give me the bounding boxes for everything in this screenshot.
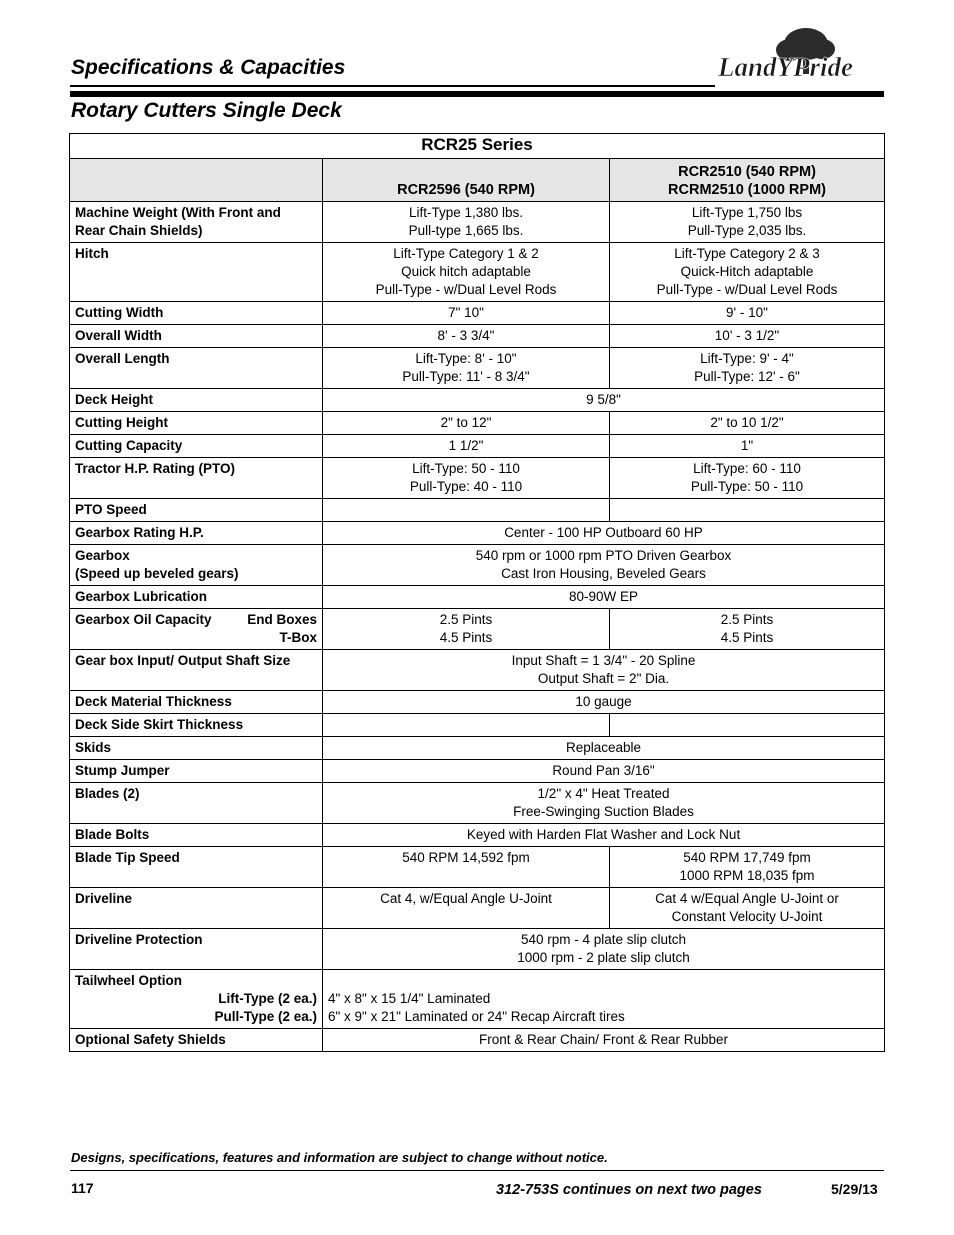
table-row [70, 202, 885, 243]
value-line: Lift-Type Category 2 & 3 [674, 246, 820, 261]
row-label-line: Tailwheel Option [75, 973, 183, 988]
table-row [70, 714, 885, 737]
value-cell [323, 824, 885, 847]
value-line: 2" to 12" [440, 415, 492, 430]
series-header-row [70, 134, 885, 159]
row-label [70, 737, 323, 760]
value-line: 540 rpm or 1000 rpm PTO Driven Gearbox [475, 548, 732, 563]
value-line: 10' - 3 1/2" [714, 328, 780, 343]
value-cell [323, 348, 610, 389]
row-label-line: Overall Length [75, 351, 170, 366]
row-label [70, 783, 323, 824]
disclaimer-note: Designs, specifications, features and information are subject to change without notice. [71, 1150, 608, 1165]
row-label-line: Gearbox Lubrication [75, 589, 208, 604]
value-cell [610, 202, 885, 243]
value-line [615, 716, 879, 734]
value-line: Output Shaft = 2" Dia. [537, 671, 670, 686]
table-row [70, 348, 885, 389]
value-cell [323, 691, 885, 714]
footer-rule [70, 1170, 884, 1171]
model-col-rcr2596 [323, 159, 610, 202]
value-cell [323, 1029, 885, 1052]
row-label-line: Gearbox Rating H.P. [75, 525, 204, 540]
value-line: 1/2" x 4" Heat Treated [537, 786, 670, 801]
row-label [70, 243, 323, 302]
value-line: 8' - 3 3/4" [437, 328, 495, 343]
value-line: Quick-Hitch adaptable [680, 264, 814, 279]
row-label [70, 545, 323, 586]
row-label-line: Blades (2) [75, 786, 140, 801]
table-row [70, 888, 885, 929]
value-cell [323, 760, 885, 783]
value-line: Constant Velocity U-Joint [671, 909, 823, 924]
value-cell [610, 325, 885, 348]
value-line [615, 501, 879, 519]
header-rule-thick [70, 91, 884, 97]
table-row [70, 691, 885, 714]
value-cell [610, 847, 885, 888]
header-blank-cell [70, 159, 323, 202]
value-cell [323, 522, 885, 545]
row-label [70, 714, 323, 737]
table-row [70, 1029, 885, 1052]
table-row [70, 545, 885, 586]
table-row [70, 389, 885, 412]
value-cell [323, 545, 885, 586]
value-line: Cat 4, w/Equal Angle U-Joint [380, 891, 552, 906]
value-cell [323, 325, 610, 348]
table-row [70, 325, 885, 348]
row-label-line: Rear Chain Shields) [75, 223, 203, 238]
value-line: Quick hitch adaptable [401, 264, 531, 279]
value-cell [323, 650, 885, 691]
row-label-line: Gearbox [75, 548, 130, 563]
series-title: RCR25 Series [70, 134, 885, 159]
value-cell [323, 302, 610, 325]
value-line: 1000 rpm - 2 plate slip clutch [517, 950, 690, 965]
table-row [70, 435, 885, 458]
value-line: 4.5 Pints [439, 630, 493, 645]
value-line: Lift-Type: 8' - 10" [415, 351, 517, 366]
continues-note: 312-753S continues on next two pages [496, 1182, 762, 1198]
model-header-row [70, 159, 885, 202]
row-label-line: Gearbox Oil Capacity [75, 612, 212, 627]
row-label-line: Blade Tip Speed [75, 850, 180, 865]
value-line: 1 1/2" [448, 438, 484, 453]
value-cell [610, 243, 885, 302]
value-line: 540 RPM 17,749 fpm [683, 850, 811, 865]
row-label [70, 824, 323, 847]
row-label [70, 760, 323, 783]
value-cell [323, 435, 610, 458]
value-cell [610, 609, 885, 650]
row-label-line: Cutting Capacity [75, 438, 183, 453]
value-cell [323, 243, 610, 302]
value-line: Pull-Type: 40 - 110 [409, 479, 523, 494]
value-line: Pull-Type - w/Dual Level Rods [656, 282, 838, 297]
row-label-line: Machine Weight (With Front and [75, 205, 281, 220]
row-label-line: Deck Side Skirt Thickness [75, 717, 244, 732]
row-sublabel: Pull-Type (2 ea.) [214, 1009, 317, 1024]
row-label [70, 389, 323, 412]
value-cell [610, 435, 885, 458]
value-cell [323, 586, 885, 609]
value-line: Pull-Type: 12' - 6" [694, 369, 800, 384]
value-line: Cat 4 w/Equal Angle U-Joint or [655, 891, 839, 906]
row-label [70, 609, 323, 650]
table-row [70, 243, 885, 302]
value-line: Pull-Type: 50 - 110 [690, 479, 804, 494]
row-label-line: Driveline Protection [75, 932, 203, 947]
value-line: 7" 10" [448, 305, 484, 320]
value-line: 9 5/8" [586, 392, 621, 407]
value-line: 2.5 Pints [720, 612, 774, 627]
value-line: Front & Rear Chain/ Front & Rear Rubber [478, 1032, 729, 1047]
value-line: 10 gauge [575, 694, 632, 709]
value-line: 540 RPM 14,592 fpm [402, 850, 530, 865]
value-cell [323, 202, 610, 243]
value-line: Free-Swinging Suction Blades [513, 804, 694, 819]
value-line: Lift-Type Category 1 & 2 [393, 246, 539, 261]
value-line [328, 716, 604, 734]
row-label [70, 202, 323, 243]
row-label [70, 499, 323, 522]
value-cell [610, 888, 885, 929]
value-cell [610, 714, 885, 737]
row-label [70, 348, 323, 389]
value-cell [323, 970, 885, 1029]
row-label [70, 302, 323, 325]
value-cell [323, 714, 610, 737]
spacer-line [328, 972, 879, 990]
table-row [70, 499, 885, 522]
col2-line1: RCR2510 (540 RPM) [678, 164, 816, 180]
value-line: 1" [740, 438, 754, 453]
value-cell [323, 499, 610, 522]
value-cell [323, 609, 610, 650]
value-line: 1000 RPM 18,035 fpm [679, 868, 815, 883]
value-cell [610, 302, 885, 325]
row-label-line: Tractor H.P. Rating (PTO) [75, 461, 236, 476]
value-line: 2.5 Pints [439, 612, 493, 627]
value-line: Pull-Type - w/Dual Level Rods [375, 282, 557, 297]
table-row [70, 586, 885, 609]
value-cell [610, 348, 885, 389]
row-label [70, 888, 323, 929]
value-line: Pull-Type 2,035 lbs. [687, 223, 807, 238]
section-title: Rotary Cutters Single Deck [71, 99, 342, 122]
row-label-line: Blade Bolts [75, 827, 150, 842]
revision-date: 5/29/13 [831, 1181, 878, 1197]
value-line: Keyed with Harden Flat Washer and Lock Nut [466, 827, 741, 842]
value-line: Pull-Type: 11' - 8 3/4" [402, 369, 530, 384]
row-label [70, 435, 323, 458]
table-row [70, 609, 885, 650]
col1-line2: RCR2596 (540 RPM) [397, 182, 535, 198]
row-label [70, 970, 323, 1029]
table-row [70, 302, 885, 325]
table-row [70, 650, 885, 691]
table-row [70, 824, 885, 847]
table-row [70, 929, 885, 970]
row-label [70, 412, 323, 435]
value-line: 6" x 9" x 21" Laminated or 24" Recap Aircraft tires [328, 1009, 625, 1024]
row-sublabel: End Boxes [247, 612, 317, 627]
value-cell [610, 499, 885, 522]
model-col-rcr2510 [610, 159, 885, 202]
value-line: Lift-Type 1,380 lbs. [408, 205, 524, 220]
value-cell [323, 458, 610, 499]
row-label [70, 522, 323, 545]
row-label [70, 929, 323, 970]
value-cell [323, 783, 885, 824]
row-label [70, 1029, 323, 1052]
row-label-line: PTO Speed [75, 502, 147, 517]
row-label-line: Driveline [75, 891, 133, 906]
value-line: 80-90W EP [568, 589, 639, 604]
row-label-line: Optional Safety Shields [75, 1032, 226, 1047]
value-line: Pull-type 1,665 lbs. [408, 223, 524, 238]
value-line: 4" x 8" x 15 1/4" Laminated [328, 991, 491, 1006]
value-cell [323, 389, 885, 412]
table-row [70, 458, 885, 499]
value-line: 2" to 10 1/2" [710, 415, 784, 430]
value-cell [610, 412, 885, 435]
value-line: 540 rpm - 4 plate slip clutch [520, 932, 687, 947]
value-line: Cast Iron Housing, Beveled Gears [501, 566, 706, 581]
row-label [70, 325, 323, 348]
header-rule-thin [70, 85, 715, 87]
row-label-line: Skids [75, 740, 112, 755]
value-line [328, 501, 604, 519]
row-label-line: Gear box Input/ Output Shaft Size [75, 653, 291, 668]
value-line: Lift-Type: 50 - 110 [412, 461, 520, 476]
value-cell [323, 888, 610, 929]
row-label [70, 847, 323, 888]
row-label [70, 650, 323, 691]
value-cell [610, 458, 885, 499]
row-label-line: Deck Height [75, 392, 154, 407]
value-cell [323, 929, 885, 970]
value-cell [323, 847, 610, 888]
row-label [70, 691, 323, 714]
specifications-table [69, 133, 885, 1052]
value-line: Lift-Type: 9' - 4" [700, 351, 794, 366]
table-row [70, 522, 885, 545]
page-number: 117 [71, 1180, 94, 1196]
row-label-line: Overall Width [75, 328, 162, 343]
row-label-line: Hitch [75, 246, 109, 261]
row-label-line: (Speed up beveled gears) [75, 566, 239, 581]
table-row [70, 970, 885, 1029]
value-line: 4.5 Pints [720, 630, 774, 645]
value-line: Input Shaft = 1 3/4" - 20 Spline [511, 653, 696, 668]
table-row [70, 412, 885, 435]
value-cell [323, 412, 610, 435]
table-row [70, 760, 885, 783]
table-row [70, 783, 885, 824]
row-label-line: Cutting Height [75, 415, 168, 430]
row-label [70, 586, 323, 609]
row-label [70, 458, 323, 499]
col2-line2: RCRM2510 (1000 RPM) [668, 182, 826, 198]
value-line: Center - 100 HP Outboard 60 HP [504, 525, 703, 540]
row-sublabel: T-Box [279, 630, 317, 645]
value-line: Lift-Type: 60 - 110 [693, 461, 801, 476]
page-header-title: Specifications & Capacities [71, 56, 346, 79]
logo-text: LandYPride [718, 52, 853, 82]
value-line: 9' - 10" [726, 305, 768, 320]
row-sublabel: Lift-Type (2 ea.) [218, 991, 317, 1006]
value-line: Round Pan 3/16" [552, 763, 655, 778]
value-line: Lift-Type 1,750 lbs [691, 205, 803, 220]
row-label-line: Cutting Width [75, 305, 164, 320]
row-label-line: Stump Jumper [75, 763, 170, 778]
table-row [70, 737, 885, 760]
value-cell [323, 737, 885, 760]
row-label-line: Deck Material Thickness [75, 694, 232, 709]
value-line: Replaceable [565, 740, 642, 755]
landpride-logo [714, 22, 884, 86]
table-row [70, 847, 885, 888]
